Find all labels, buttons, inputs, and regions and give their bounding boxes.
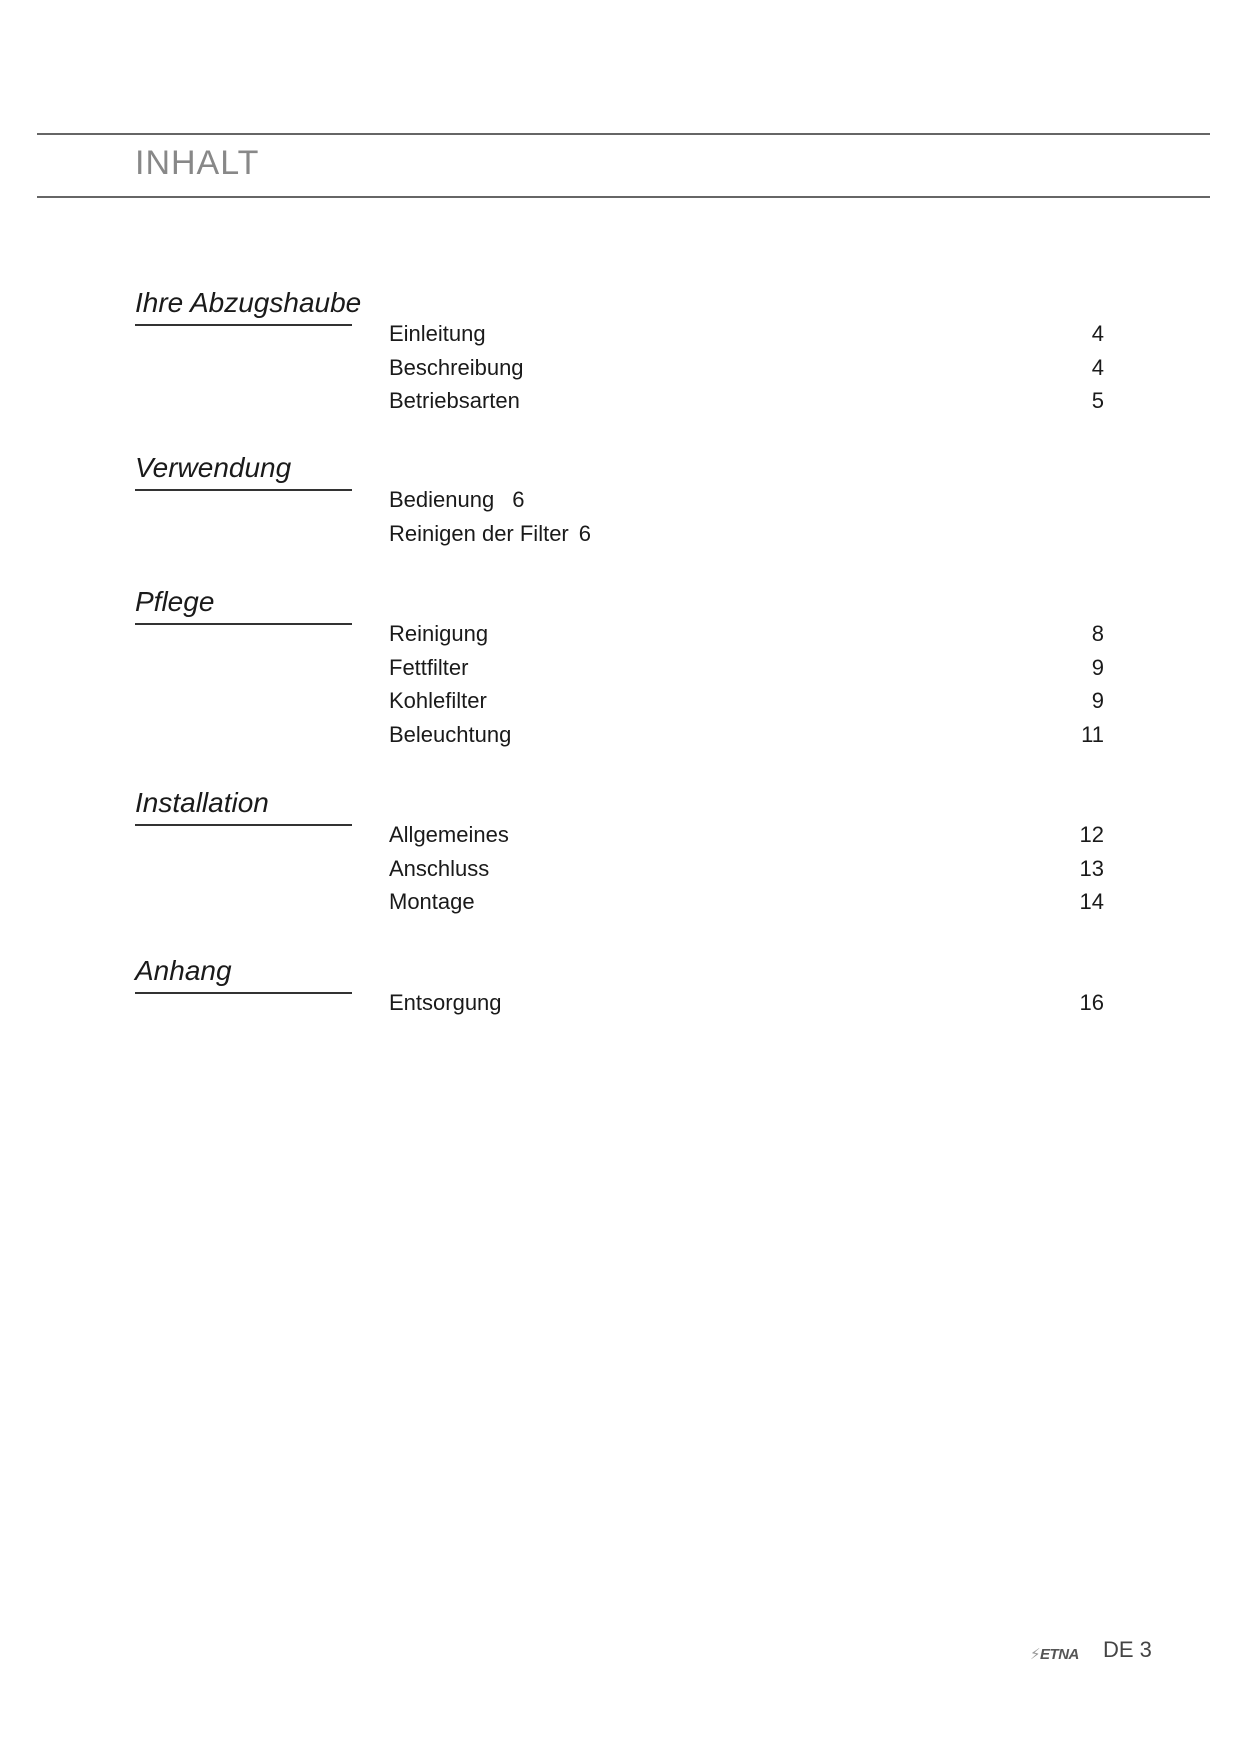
brand-logo-text: ETNA [1040, 1646, 1079, 1663]
section-underline [135, 324, 352, 326]
toc-entry-label: Allgemeines [389, 822, 509, 847]
toc-entries [389, 483, 1104, 550]
toc-entry-label: Entsorgung [389, 990, 502, 1015]
toc-entry-anschluss[interactable] [389, 852, 1104, 886]
section-underline [135, 489, 352, 491]
section-underline [135, 824, 352, 826]
section-title: Ihre Abzugshaube [135, 287, 362, 318]
toc-entry-label: Montage [389, 889, 475, 914]
toc-entry-fettfilter[interactable] [389, 651, 1104, 685]
toc-entry-beschreibung[interactable] [389, 351, 1104, 385]
section-underline [135, 992, 352, 994]
toc-entry-label: Kohlefilter [389, 688, 487, 713]
toc-entry-page: 4 [1091, 354, 1104, 380]
toc-entry-label: Reinigung [389, 621, 489, 646]
toc-entry-page: 8 [1091, 621, 1104, 646]
toc-entry-kohlefilter[interactable] [389, 684, 1104, 718]
header-bottom-rule [37, 196, 1210, 198]
toc-entry-page: 4 [1091, 321, 1104, 346]
lightning-icon: ⚡ [1030, 1646, 1041, 1663]
toc-entry-allgemeines[interactable] [389, 818, 1104, 852]
toc-entry-page: 6 [512, 487, 525, 512]
toc-entry-bedienung[interactable] [389, 483, 1104, 517]
toc-entry-label: Reinigen der Filter [389, 520, 569, 546]
toc-entry-label: Bedienung [389, 487, 495, 512]
toc-entries [389, 818, 1104, 919]
toc-entry-page: 9 [1091, 688, 1104, 713]
section-title: Verwendung [135, 452, 292, 483]
toc-entry-reinigung[interactable] [389, 617, 1104, 651]
section-underline [135, 623, 352, 625]
toc-entries [389, 317, 1104, 418]
toc-entry-page: 6 [578, 520, 591, 546]
toc-entry-einleitung[interactable] [389, 317, 1104, 351]
toc-entry-label: Beleuchtung [389, 721, 512, 747]
toc-entry-label: Anschluss [389, 855, 490, 881]
toc-entry-label: Einleitung [389, 321, 486, 346]
toc-entry-beleuchtung[interactable] [389, 718, 1104, 752]
header-top-rule [37, 133, 1210, 135]
toc-entry-label: Fettfilter [389, 654, 469, 680]
page-title: INHALT [135, 144, 260, 182]
page-number: DE 3 [1103, 1637, 1152, 1662]
toc-entry-betriebsarten[interactable] [389, 384, 1104, 418]
toc-entry-montage[interactable] [389, 885, 1104, 919]
toc-entry-page: 12 [1079, 822, 1104, 847]
section-title: Anhang [135, 955, 232, 986]
brand-logo [1030, 1645, 1079, 1663]
toc-entries [389, 986, 1104, 1020]
toc-entry-entsorgung[interactable] [389, 986, 1104, 1020]
section-title: Installation [135, 787, 269, 818]
section-title: Pflege [135, 586, 215, 617]
toc-entry-page: 9 [1091, 654, 1104, 680]
toc-entry-reinigen-der-filter[interactable] [389, 517, 1104, 551]
toc-entry-page: 16 [1079, 990, 1104, 1015]
toc-entries [389, 617, 1104, 751]
toc-entry-label: Beschreibung [389, 354, 524, 380]
toc-entry-page: 13 [1079, 855, 1104, 881]
toc-entry-page: 11 [1081, 721, 1104, 747]
toc-entry-label: Betriebsarten [389, 388, 520, 413]
toc-entry-page: 5 [1091, 388, 1104, 413]
toc-entry-page: 14 [1079, 889, 1104, 914]
